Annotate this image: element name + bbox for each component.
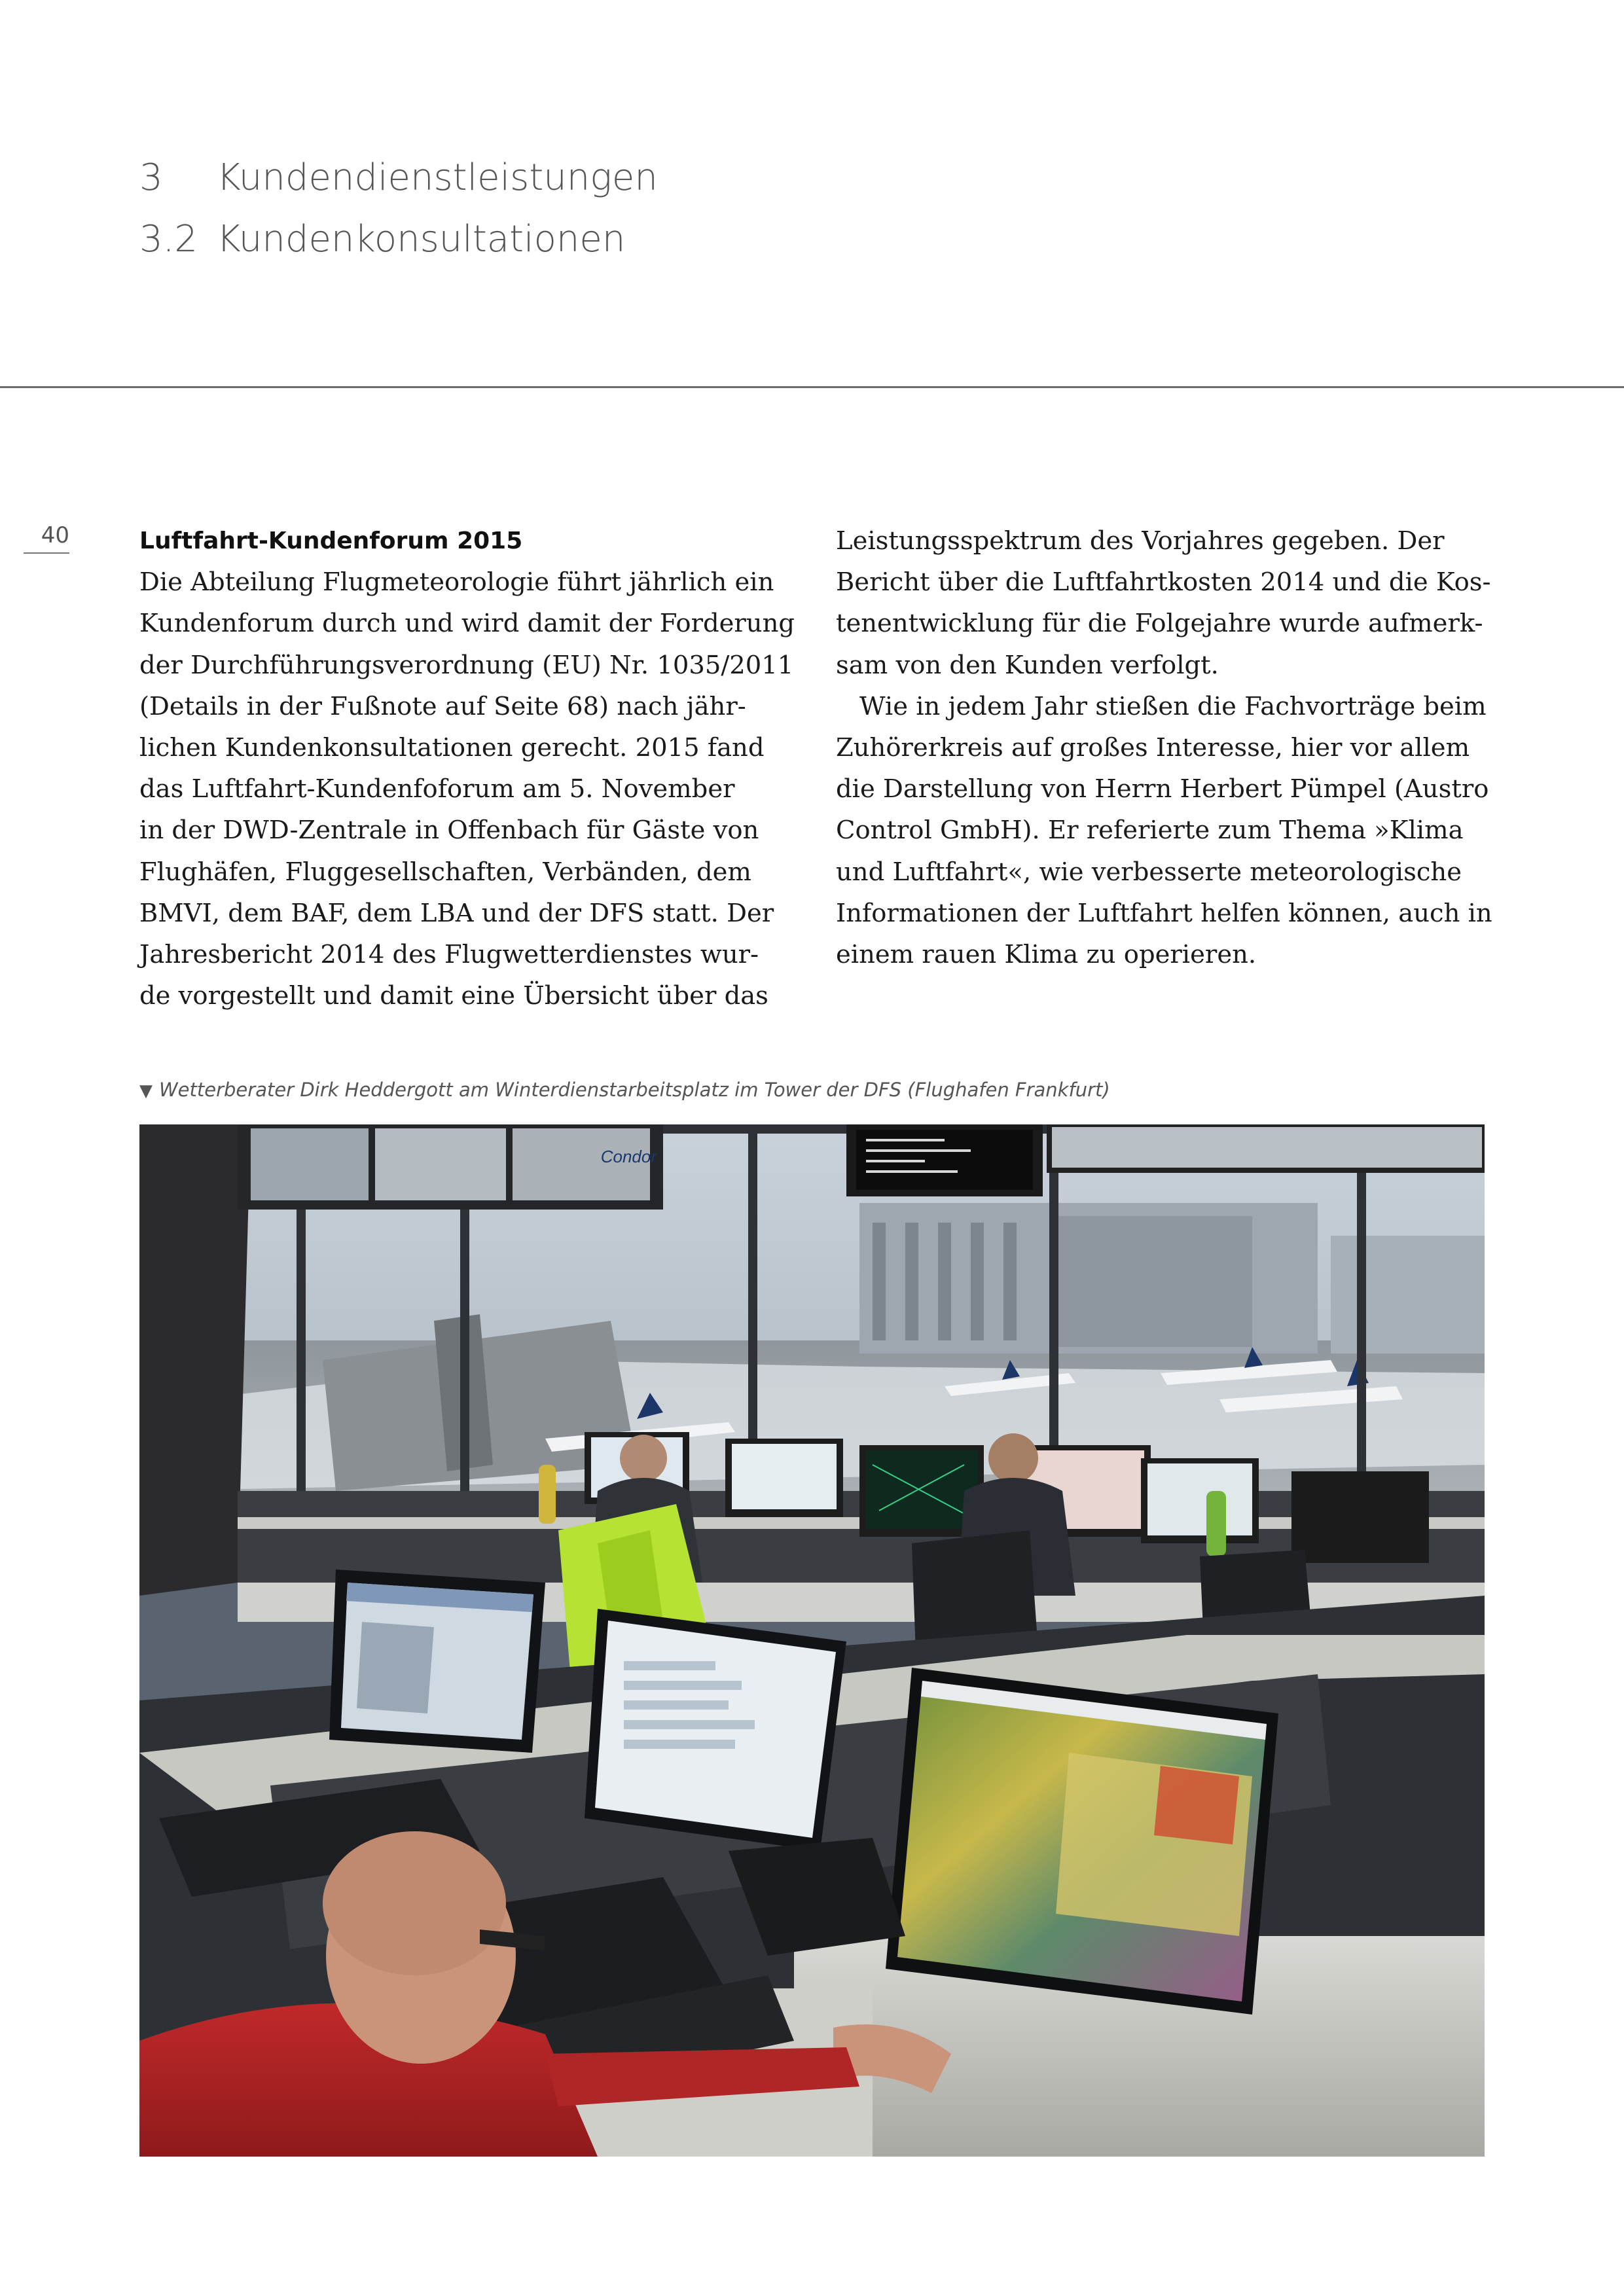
chapter-title: Kundendienstleistungen [217,156,658,199]
header-divider [0,386,1624,388]
text-column-left [139,520,807,1016]
text-line: Jahresbericht 2014 des Flugwetterdienstes wur- [139,940,759,970]
chapter-number: 3 [139,156,163,199]
caption-marker-icon: ▼ [139,1081,153,1101]
text-line: Informationen der Luftfahrt helfen können, auch in [836,898,1492,928]
text-line: BMVI, dem BAF, dem LBA und der DFS statt. Der [139,898,774,928]
text-line: der Durchführungsverordnung (EU) Nr. 1035/2011 [139,650,794,680]
text-line: Leistungsspektrum des Vorjahres gegeben. Der [836,526,1445,556]
caption-text: Wetterberater Dirk Heddergott am Winterdienstarbeitsplatz im Tower der DFS (Flughafen Frankfurt) [159,1079,1110,1101]
text-line: Kundenforum durch und wird damit der Forderung [139,609,795,639]
text-line: sam von den Kunden verfolgt. [836,650,1219,680]
text-line: Control GmbH). Er referierte zum Thema »Klima [836,816,1464,846]
text-line: Bericht über die Luftfahrtkosten 2014 und die Kos- [836,567,1491,598]
text-line: (Details in der Fußnote auf Seite 68) nach jähr- [139,691,746,721]
figure-caption [139,1079,1110,1101]
text-line: de vorgestellt und damit eine Übersicht über das [139,981,768,1011]
section-title: Kundenkonsultationen [217,218,626,260]
chapter-title-row [139,147,658,209]
text-column-right [836,520,1504,975]
text-line: Zuhörerkreis auf großes Interesse, hier vor allem [836,733,1470,763]
section-number: 3.2 [139,218,198,260]
text-line: tenentwicklung für die Folgejahre wurde aufmerk- [836,609,1483,639]
text-line: Wie in jedem Jahr stießen die Fachvorträge beim [859,691,1487,721]
page-number: 40 [24,522,69,554]
text-line: lichen Kundenkonsultationen gerecht. 2015 fand [139,733,765,763]
text-line: Flughäfen, Fluggesellschaften, Verbänden, dem [139,857,751,887]
photo-aircraft-text: Condor [600,1147,657,1166]
text-line: und Luftfahrt«, wie verbesserte meteorologische [836,857,1462,887]
article-heading: Luftfahrt-Kundenforum 2015 [139,528,523,554]
text-line: die Darstellung von Herrn Herbert Pümpel (Austro [836,774,1489,804]
text-line: einem rauen Klima zu operieren. [836,940,1257,970]
chapter-heading [139,147,658,270]
text-line: das Luftfahrt-Kundenfoforum am 5. November [139,774,735,804]
text-line: Die Abteilung Flugmeteorologie führt jährlich ein [139,567,774,598]
control-tower-photo [139,1124,1485,2157]
section-title-row [139,209,658,270]
text-line: in der DWD-Zentrale in Offenbach für Gäste von [139,816,759,846]
photo-illustration [139,1124,1485,2157]
